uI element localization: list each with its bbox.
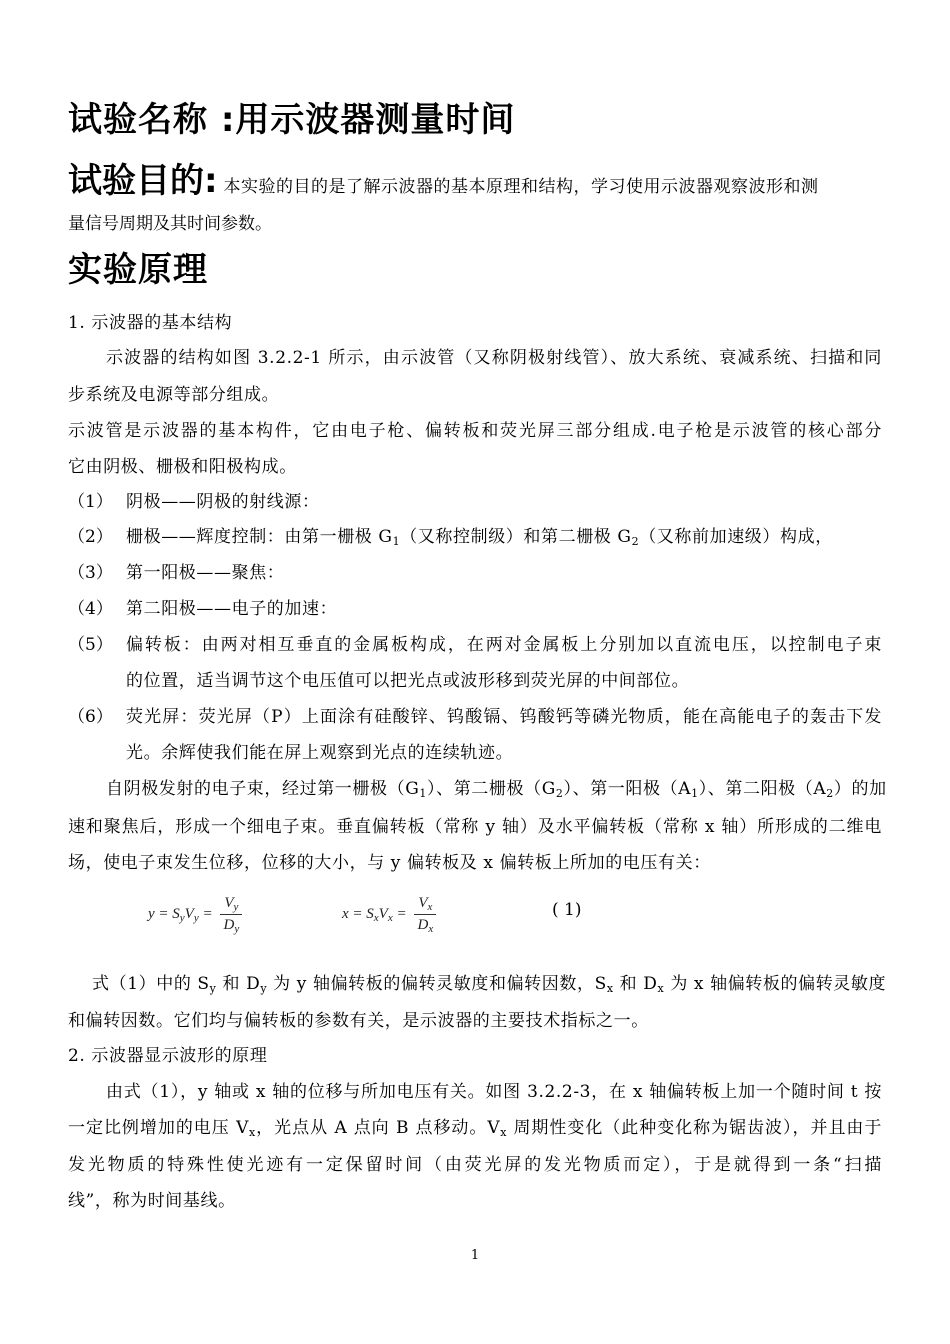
doc-title: 试验名称 :用示波器测量时间: [68, 100, 516, 140]
p4-line1: 式（1）中的 $S_y$ 和 $D_y$ 为 y 轴偏转板的偏转灵敏度和偏转因数，$S_x$ 和 $D_x$ 为 x 轴偏转板的偏转灵敏度: [92, 974, 887, 995]
s1-p1a: 示波器的结构如图 3.2.2-1 所示，由示波管（又称阴极射线管）、放大系统、衰减系统、扫描和同: [106, 348, 882, 368]
page-number: 1: [470, 1248, 480, 1263]
s1-p2b: 它由阴极、栅极和阳极构成。: [68, 457, 297, 477]
section-heading: 实验原理: [68, 250, 208, 290]
s1-heading: 1. 示波器的基本结构: [68, 313, 233, 333]
s1-p1b: 步系统及电源等部分组成。: [68, 385, 280, 405]
item-text: 栅极——辉度控制：由第一栅极 $G_1$（又称控制级）和第二栅极 $G_2$（又称前加速级）构成，: [126, 527, 833, 548]
s2-line1: 由式（1），y 轴或 x 轴的位移与所加电压有关。如图 3.2.2-3，在 x 轴偏转板上加一个随时间 t 按: [106, 1082, 882, 1102]
p3-line2: 速和聚焦后，形成一个细电子束。垂直偏转板（常称 y 轴）及水平偏转板（常称 x 轴）所形成的二维电: [68, 817, 882, 837]
formula-y: $y = S_yV_y$ = $\frac{V_y}{D_y}$: [148, 895, 242, 934]
item-text: 第二阳极——电子的加速：: [126, 599, 338, 619]
purpose-text-1: 本实验的目的是了解示波器的基本原理和结构，学习使用示波器观察波形和测: [217, 177, 819, 197]
item-text: 第一阳极——聚焦：: [126, 563, 285, 583]
p3-line1: 自阴极发射的电子束，经过第一栅极$(G_1)$、第二栅极$(G_2)$、第一阳极$(A_1)$、第二阳极$(A_2)$的加: [106, 779, 887, 800]
s2-heading: 2. 示波器显示波形的原理: [68, 1046, 268, 1066]
item-num: （5）: [68, 635, 113, 655]
formula-x: $x = S_xV_x$ = $\frac{V_x}{D_x}$: [342, 895, 436, 934]
item-num: （2）: [68, 527, 113, 547]
purpose-label: 试验目的:: [68, 161, 218, 201]
item-num: （6）: [68, 707, 113, 727]
purpose-paragraph: [68, 153, 888, 239]
p4-line2: 和偏转因数。它们均与偏转板的参数有关，是示波器的主要技术指标之一。: [68, 1011, 649, 1031]
fraction-y: $\frac{V_y}{D_y}$: [220, 895, 242, 934]
item-num: （3）: [68, 563, 113, 583]
fraction-x: $\frac{V_x}{D_x}$: [414, 895, 436, 934]
s2-line4: 线”，称为时间基线。: [68, 1191, 236, 1211]
item-num: （4）: [68, 599, 113, 619]
item-text: 偏转板：由两对相互垂直的金属板构成，在两对金属板上分别加以直流电压，以控制电子束: [126, 635, 882, 655]
item-text-cont: 的位置，适当调节这个电压值可以把光点或波形移到荧光屏的中间部位。: [126, 671, 690, 691]
item-num: （1）: [68, 492, 113, 512]
item-text-cont: 光。余辉使我们能在屏上观察到光点的连续轨迹。: [126, 743, 514, 763]
s1-p2a: 示波管是示波器的基本构件，它由电子枪、偏转板和荧光屏三部分组成.电子枪是示波管的核心部分: [68, 421, 882, 441]
s2-line3: 发光物质的特殊性使光迹有一定保留时间（由荧光屏的发光物质而定），于是就得到一条“扫描: [68, 1155, 882, 1175]
s2-line2: 一定比例增加的电压 $V_x$，光点从 A 点向 B 点移动。$V_x$ 周期性变化（此种变化称为锯齿波），并且由于: [68, 1118, 882, 1139]
purpose-text-2: 量信号周期及其时间参数。: [68, 214, 272, 234]
p3-line3: 场，使电子束发生位移，位移的大小，与 y 偏转板及 x 偏转板上所加的电压有关：: [68, 853, 711, 873]
equation-number: ( 1): [552, 900, 582, 920]
item-text: 荧光屏：荧光屏（P）上面涂有硅酸锌、钨酸镉、钨酸钙等磷光物质，能在高能电子的轰击下发: [126, 707, 882, 727]
item-text: 阴极——阴极的射线源：: [126, 492, 320, 512]
